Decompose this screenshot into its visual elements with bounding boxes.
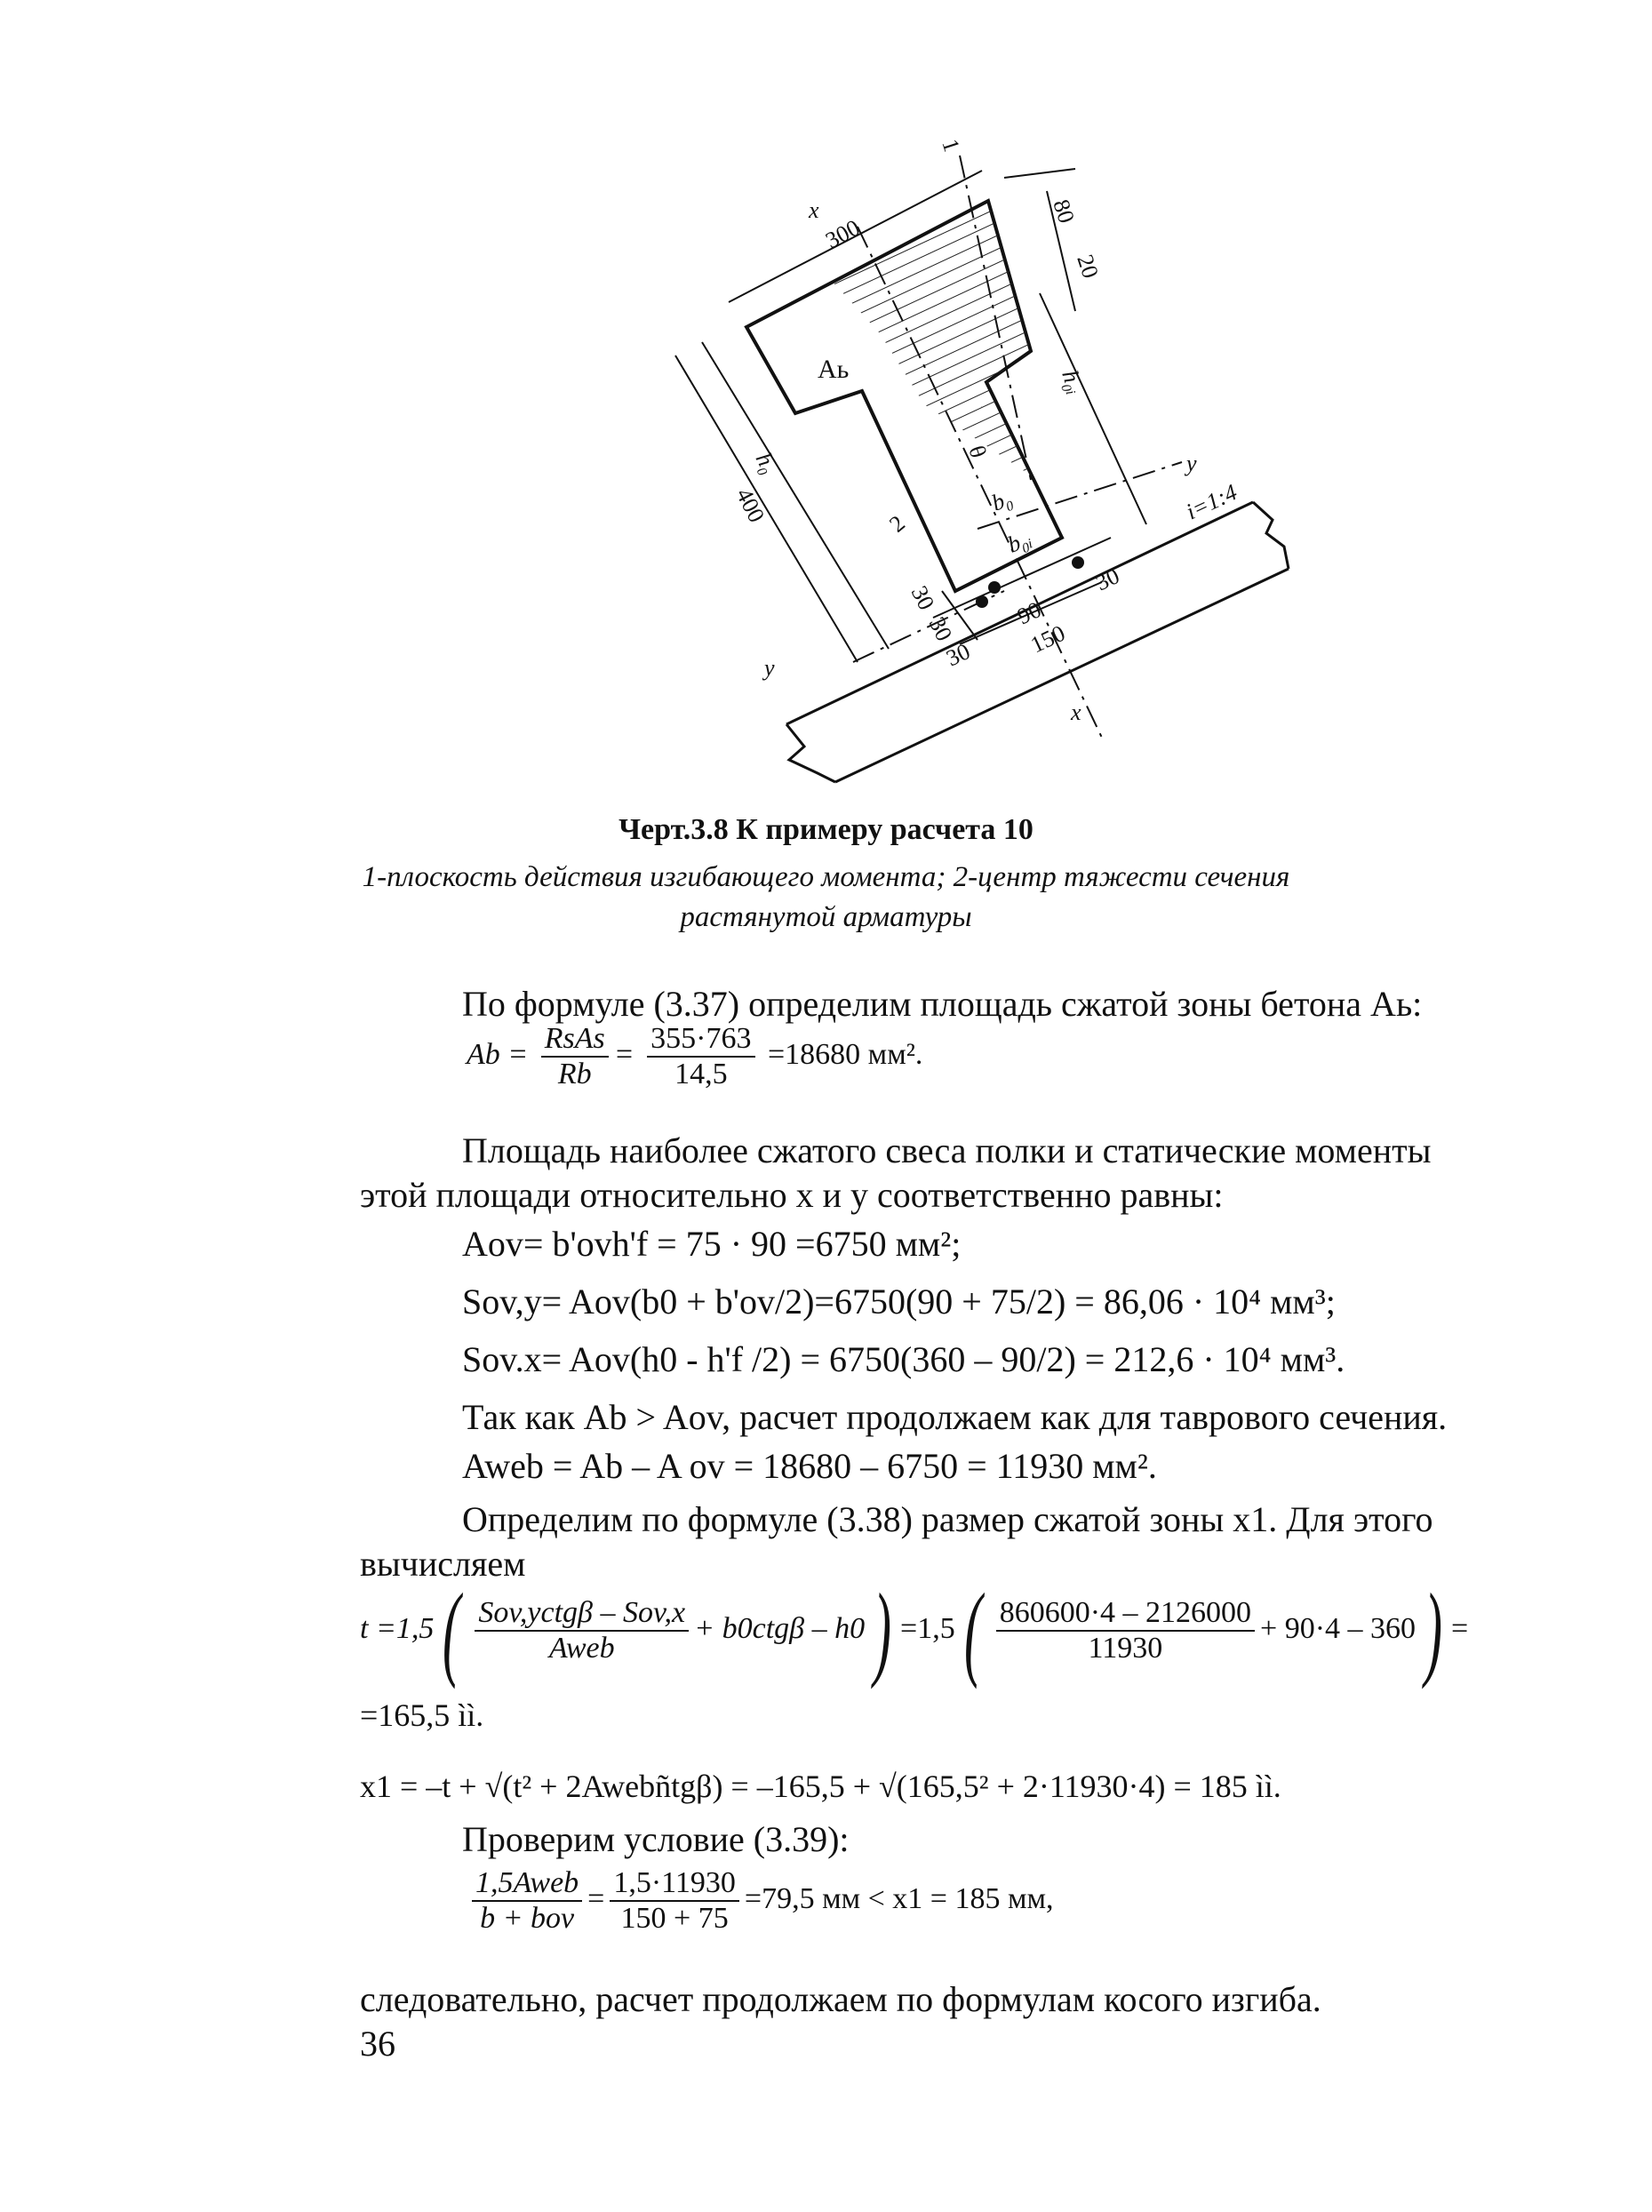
page-number: 36: [360, 2024, 395, 2064]
paragraph-5: Проверим условие (3.39):: [462, 1819, 850, 1859]
axis-y-bottom: y: [764, 655, 775, 681]
formula-t-num-1: Sov,yctgβ – Sov,x: [475, 1596, 689, 1632]
formula-t-num-2: 860600·4 – 2126000: [996, 1596, 1255, 1632]
formula-t: t =1,5( $\frac{\text{Sov,yctgβ – Sov,x}}{\text{Aweb}}$ + b0ctgβ – h0) =1,5( $\frac{860600\cdot 4 - 2126000}{11930}$ + 90·4 – 360) =: [360, 1571, 1469, 1689]
formula-check-num-1: 1,5Aweb: [472, 1866, 582, 1902]
dim-30-left-a: 30: [906, 581, 940, 614]
formula-t-frac-2: [996, 1596, 1255, 1665]
formula-ab-den-1: Rb: [557, 1058, 592, 1090]
dim-150: 150: [1026, 619, 1069, 659]
dim-90: 90: [1013, 596, 1046, 630]
label-Ab: Aь: [818, 355, 850, 384]
formula-check-frac-1: [472, 1866, 582, 1936]
formula-ab-frac-1: [541, 1022, 609, 1091]
paragraph-2b: этой площади относительно x и y соответственно равны:: [360, 1175, 1224, 1215]
rebar-3: [1072, 556, 1084, 569]
dim-30-left-b: 30: [923, 612, 958, 645]
rebar-2: [976, 595, 988, 608]
label-h0: h₀: [750, 448, 783, 478]
formula-ab-num-2: 355·763: [647, 1022, 754, 1058]
label-b0i: b₀ᵢ: [1004, 525, 1035, 558]
formula-ab: Ab = $\frac{\text{RsAs}}{Rb}$ = $\frac{355\cdot 763}{14,5}$ =18680 мм².: [467, 1022, 923, 1090]
formula-t-eq: =1,5: [900, 1611, 955, 1645]
label-b0: b₀: [988, 484, 1016, 516]
figure-caption-line-2: растянутой арматуры: [680, 901, 972, 933]
formula-t-frac-1: [475, 1596, 689, 1665]
formula-ab-num-1: RsAs: [541, 1022, 609, 1058]
formula-t-tail: + 90·4 – 360: [1260, 1611, 1417, 1645]
formula-t-mid: + b0ctgβ – h0: [694, 1611, 866, 1645]
paragraph-4b: вычисляем: [360, 1544, 526, 1584]
formula-check-den-1: b + bov: [480, 1902, 575, 1935]
formula-check-eq: =: [587, 1881, 605, 1915]
formula-ab-result: =18680 мм².: [768, 1037, 923, 1071]
formula-sovx: Sov.x= Aov(h0 - h'f /2) = 6750(360 – 90/2) = 212,6 · 10⁴ мм³.: [462, 1339, 1345, 1379]
mark-2: 2: [884, 510, 910, 538]
paragraph-1: По формуле (3.37) определим площадь сжатой зоны бетона Aь:: [462, 984, 1423, 1024]
dim-20: 20: [1072, 251, 1104, 282]
formula-check-result: =79,5 мм < x1 = 185 мм,: [744, 1881, 1054, 1915]
formula-t-result: =165,5 ìì.: [360, 1697, 484, 1733]
label-theta: θ: [963, 442, 992, 461]
axis-x-bottom: x: [1071, 699, 1081, 725]
dim-300: 300: [821, 214, 865, 254]
formula-aov: Aov= b'ovh'f = 75 · 90 =6750 мм²;: [462, 1224, 962, 1264]
cross-section-figure: [0, 0, 1652, 818]
formula-check-frac-2: [610, 1866, 739, 1936]
dim-30-bottom: 30: [942, 638, 975, 672]
label-slope: i=1:4: [1182, 479, 1241, 525]
formula-t-lhs: t =1,5: [360, 1611, 435, 1645]
paragraph-3: Так как Ab > Aov, расчет продолжаем как для таврового сечения.: [462, 1397, 1448, 1437]
formula-x1: x1 = –t + √(t² + 2Awebñtgβ) = –165,5 + √(165,5² + 2·11930·4) = 185 ìì.: [360, 1769, 1281, 1804]
formula-check-den-2: 150 + 75: [620, 1902, 729, 1935]
mark-1: 1: [937, 135, 965, 156]
figure-caption-title: Черт.3.8 К примеру расчета 10: [619, 813, 1033, 846]
formula-aweb: Aweb = Ab – A ov = 18680 – 6750 = 11930 мм².: [462, 1446, 1157, 1486]
figure-caption-line-1: 1-плоскость действия изгибающего момента; 2-центр тяжести сечения: [362, 861, 1290, 893]
formula-check: [467, 1866, 1054, 1936]
paragraph-6: следовательно, расчет продолжаем по формулам косого изгиба.: [360, 1979, 1321, 2019]
rebar-1: [988, 581, 1001, 594]
formula-ab-den-2: 14,5: [674, 1058, 728, 1090]
paragraph-4a: Определим по формуле (3.38) размер сжатой зоны x1. Для этого: [462, 1499, 1433, 1539]
axis-y-top: y: [1186, 451, 1197, 476]
formula-t-end: =: [1451, 1611, 1469, 1645]
dim-30-right: 30: [1091, 563, 1124, 596]
formula-ab-lhs: Ab =: [467, 1037, 529, 1071]
formula-t-den-2: 11930: [1088, 1632, 1163, 1665]
dim-80: 80: [1048, 196, 1080, 227]
formula-ab-frac-2: [647, 1022, 754, 1091]
formula-check-num-2: 1,5·11930: [610, 1866, 739, 1902]
formula-t-den-1: Aweb: [548, 1632, 615, 1665]
formula-sovy: Sov,y= Aov(b0 + b'ov/2)=6750(90 + 75/2) = 86,06 · 10⁴ мм³;: [462, 1282, 1336, 1322]
label-h0i: h₀ᵢ: [1057, 366, 1089, 397]
dim-400: 400: [730, 483, 770, 527]
axis-x-top: x: [809, 197, 819, 223]
paragraph-2a: Площадь наиболее сжатого свеса полки и статические моменты: [462, 1130, 1432, 1170]
